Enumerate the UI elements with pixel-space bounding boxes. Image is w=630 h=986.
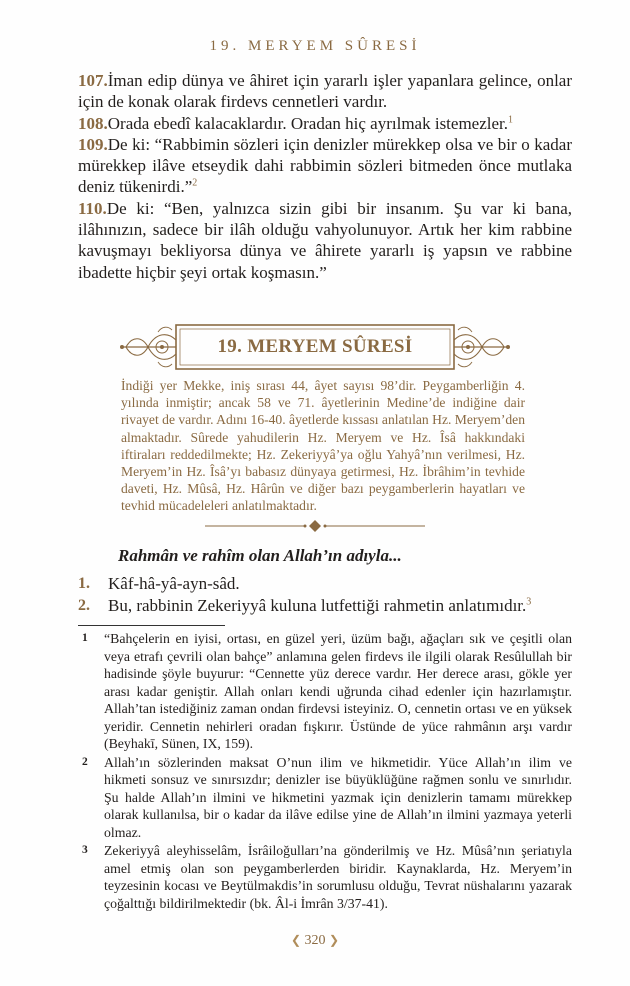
folio-ornament-right-icon: ❯ — [329, 933, 340, 947]
verse-109 — [78, 134, 572, 198]
footnote-3 — [78, 842, 572, 912]
ornamental-divider-icon — [205, 519, 425, 533]
verse-107 — [78, 70, 572, 113]
footnote-number: 3 — [82, 844, 88, 856]
verse-text: Orada ebedî kalacaklardır. Oradan hiç ayrılmak istemezler. — [107, 113, 509, 133]
footnote-ref[interactable]: 1 — [508, 113, 514, 125]
surah-title: 19. MERYEM SÛRESİ — [217, 336, 413, 357]
verse-list — [78, 573, 572, 616]
footnote-number: 1 — [82, 632, 88, 644]
footnotes — [78, 630, 572, 913]
footnote-number: 2 — [82, 755, 88, 768]
verse-text: İman edip dünya ve âhiret için yararlı işler yapanlara gelince, onlar için de konak olarak firdevs cennetleri vardır. — [78, 71, 572, 112]
verse-number: 1. — [78, 575, 90, 592]
verse-text: Bu, rabbinin Zekeriyyâ kuluna lutfettiği rahmetin anlatımıdır. — [108, 595, 527, 615]
footnote-text: Zekeriyyâ aleyhisselâm, İsrâiloğulları’na gönderilmiş ve Hz. Mûsâ’nın şeriatıyla amel etmiş olan son peygamberlerden biridir. Kaynaklarda, Hz. Meryem’in teyzesinin kocası ve Beytülmakdis’in sorumlusu olduğu, Tevrat nüshalarını yazarak çoğalttığı bildirilmektedir (bk. Âl-i İmrân 3/37-41). — [104, 843, 572, 911]
verse-110 — [78, 198, 572, 283]
footnote-1 — [78, 630, 572, 753]
verse-number: 110. — [78, 198, 107, 218]
folio-ornament-left-icon: ❮ — [290, 933, 301, 947]
basmala: Rahmân ve rahîm olan Allah’ın adıyla... — [118, 546, 402, 565]
footnote-text: Allah’ın sözlerinden maksat O’nun ilim ve hikmetidir. Yüce Allah’ın ilim ve hikmeti sonsuz ve sınırsızdır; denizler ise büyüklüğüne rağmen sonlu ve sınırlıdır. Şu halde Allah’ın ilmini ve hikmetini yazmak için denizlerin tamamı mürekkep olarak kullanılsa, bir o kadar da ilâve edilse yine de Allah’ın ilmini yazmaya yeterli olmaz. — [104, 754, 572, 840]
verse-number: 109. — [78, 134, 108, 154]
verse-number: 108. — [78, 113, 108, 133]
page-number-value: 320 — [304, 933, 326, 948]
verse-number: 2. — [78, 596, 90, 614]
footnote-text: “Bahçelerin en iyisi, ortası, en güzel yeri, üzüm bağı, ağaçları sık ve çeşitli olan veya etrafı çevrili olan bahçe” anlamına gelen firdevs ile ilgili olarak Resûlullah bir hadisinde şöyle buyurur: “Cennette yüz derece vardır. Her derece arası, gökle yer arası kadar geniştir. Allah onları kendi uğrunda cihad edenler için hazırlamıştır. Allah’tan istediğiniz zaman ondan firdevsi isteyiniz. O, cennetin ortası ve en yüksek yeridir. Cennetin nehirleri oradan fışkırır. Üstünde de yüce rahmânın arşı vardır (Beyhakī, Sünen, IX, 159). — [104, 631, 572, 751]
verse-text: Kâf-hâ-yâ-ayn-sâd. — [108, 574, 240, 593]
verse-2 — [78, 595, 572, 617]
page-number — [0, 933, 630, 949]
verse-108 — [78, 113, 572, 134]
verse-text: De ki: “Rabbimin sözleri için denizler mürekkep olsa ve bir o kadar mürekkep ilâve etseydik dahi rabbimin sözleri bitmeden önce mutlaka deniz tükenirdi.” — [78, 134, 572, 197]
footnote-2 — [78, 754, 572, 842]
verse-text: De ki: “Ben, yalnızca sizin gibi bir insanım. Şu var ki bana, ilâhınızın, sadece bir ilâh olduğu vahyolunuyor. Artık her kim rabbine kavuşmayı bekliyorsa dünya ve âhirete yararlı iş yapsın ve rabbine ibadette hiçbir şeyi ortak koşmasın.” — [78, 198, 572, 282]
footnote-ref[interactable]: 3 — [526, 595, 532, 607]
verses-top — [78, 70, 572, 283]
footnote-rule — [78, 625, 225, 626]
surah-banner — [118, 322, 512, 372]
surah-introduction: İndiği yer Mekke, iniş sırası 44, âyet sayısı 98’dir. Peygamberliğin 4. yılında inmiştir; ancak 58 ve 71. âyetlerinin Medine’de indiğine dair rivayet de vardır. Adını 16-40. âyetlerde kıssası anlatılan Hz. Meryem’den almaktadır. Sûrede yahudilerin Hz. Meryem ve Hz. Îsâ hakkındaki iftiraları reddedilmekte; Hz. Zekeriyyâ’ya oğlu Yahyâ’nın verilmesi, Hz. Meryem’in Hz. Îsâ’yı babasız dünyaya getirmesi, Hz. İbrâhim’in tevhide daveti, Hz. Mûsâ, Hz. Hârûn ve diğer bazı peygamberlerin hayatları ve tevhid mücadeleleri anlatılmaktadır. — [121, 378, 525, 514]
verse-number: 107. — [78, 71, 108, 90]
running-head: 19. MERYEM SÛRESİ — [209, 38, 421, 54]
verse-1 — [78, 573, 572, 595]
footnote-ref[interactable]: 2 — [192, 177, 198, 189]
